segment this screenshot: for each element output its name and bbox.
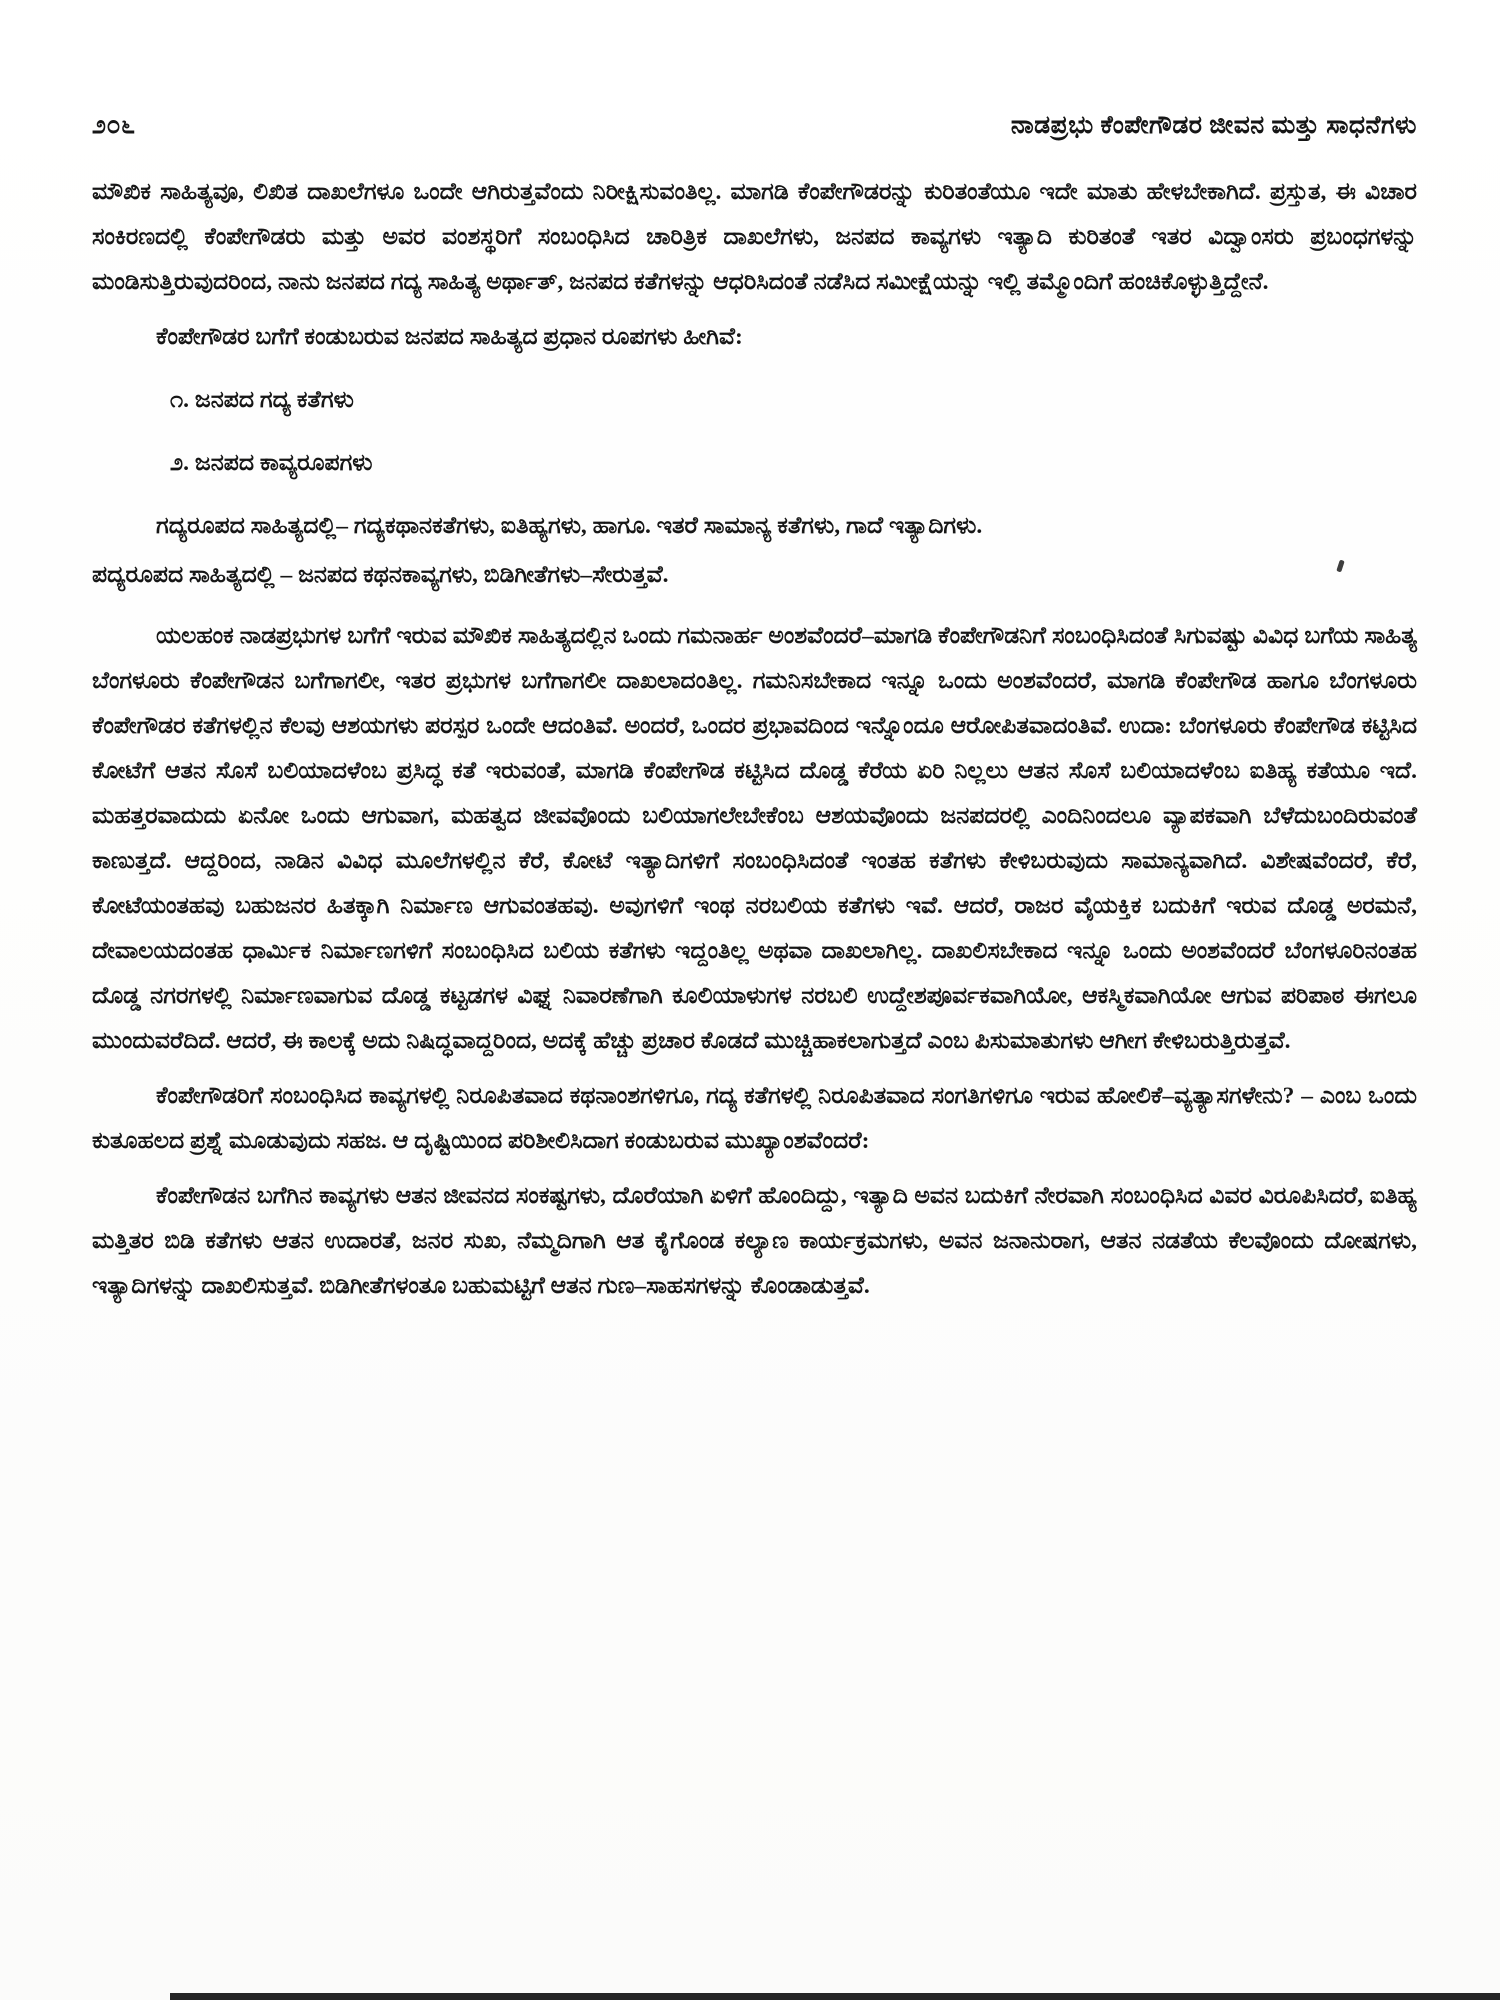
running-header-title: ನಾಡಪ್ರಭು ಕೆಂಪೇಗೌಡರ ಜೀವನ ಮತ್ತು ಸಾಧನೆಗಳು [1010, 112, 1417, 139]
paragraph-conclusion: ಕೆಂಪೇಗೌಡನ ಬಗೆಗಿನ ಕಾವ್ಯಗಳು ಆತನ ಜೀವನದ ಸಂಕಷ್ಟಗಳು, ದೊರೆಯಾಗಿ ಏಳಿಗೆ ಹೊಂದಿದ್ದು, ಇತ್ಯಾದಿ ಅವನ ಬದುಕಿಗೆ ನೇರವಾಗಿ ಸಂಬಂಧಿಸಿದ ವಿವರ ವಿರೂಪಿಸಿದರೆ, ಐತಿಹ್ಯ ಮತ್ತಿತರ ಬಿಡಿ ಕತೆಗಳು ಆತನ ಉದಾರತೆ, ಜನರ ಸುಖ, ನೆಮ್ಮದಿಗಾಗಿ ಆತ ಕೈಗೊಂಡ ಕಲ್ಯಾಣ ಕಾರ್ಯಕ್ರಮಗಳು, ಅವನ ಜನಾನುರಾಗ, ಆತನ ನಡತೆಯ ಕೆಲವೊಂದು ದೋಷಗಳು, ಇತ್ಯಾದಿಗಳನ್ನು ದಾಖಲಿಸುತ್ತವೆ. ಬಿಡಿಗೀತೆಗಳಂತೂ ಬಹುಮಟ್ಟಿಗೆ ಆತನ ಗುಣ–ಸಾಹಸಗಳನ್ನು ಕೊಂಡಾಡುತ್ತವೆ. [92, 1183, 1417, 1299]
page-body-text [92, 170, 1417, 1313]
paragraph-prose-forms: ಗದ್ಯರೂಪದ ಸಾಹಿತ್ಯದಲ್ಲಿ– ಗದ್ಯಕಥಾನಕತೆಗಳು, ಐತಿಹ್ಯಗಳು, ಹಾಗೂ. ಇತರೆ ಸಾಮಾನ್ಯ ಕತೆಗಳು, ಗಾದೆ ಇತ್ಯಾದಿಗಳು. [156, 513, 983, 539]
paragraph-folk-forms-intro: ಕೆಂಪೇಗೌಡರ ಬಗೆಗೆ ಕಂಡುಬರುವ ಜನಪದ ಸಾಹಿತ್ಯದ ಪ್ರಧಾನ ರೂಪಗಳು ಹೀಗಿವೆ: [156, 324, 743, 350]
scan-edge-artifact [170, 1993, 1500, 2000]
paragraph-intro: ಮೌಖಿಕ ಸಾಹಿತ್ಯವೂ, ಲಿಖಿತ ದಾಖಲೆಗಳೂ ಒಂದೇ ಆಗಿರುತ್ತವೆಂದು ನಿರೀಕ್ಷಿಸುವಂತಿಲ್ಲ. ಮಾಗಡಿ ಕೆಂಪೇಗೌಡರನ್ನು ಕುರಿತಂತೆಯೂ ಇದೇ ಮಾತು ಹೇಳಬೇಕಾಗಿದೆ. ಪ್ರಸ್ತುತ, ಈ ವಿಚಾರ ಸಂಕಿರಣದಲ್ಲಿ ಕೆಂಪೇಗೌಡರು ಮತ್ತು ಅವರ ವಂಶಸ್ಥರಿಗೆ ಸಂಬಂಧಿಸಿದ ಚಾರಿತ್ರಿಕ ದಾಖಲೆಗಳು, ಜನಪದ ಕಾವ್ಯಗಳು ಇತ್ಯಾದಿ ಕುರಿತಂತೆ ಇತರ ವಿದ್ವಾಂಸರು ಪ್ರಬಂಧಗಳನ್ನು ಮಂಡಿಸುತ್ತಿರುವುದರಿಂದ, ನಾನು ಜನಪದ ಗದ್ಯ ಸಾಹಿತ್ಯ ಅರ್ಥಾತ್, ಜನಪದ ಕತೆಗಳನ್ನು ಆಧರಿಸಿದಂತೆ ನಡೆಸಿದ ಸಮೀಕ್ಷೆಯನ್ನು ಇಲ್ಲಿ ತಮ್ಮೊಂದಿಗೆ ಹಂಚಿಕೊಳ್ಳುತ್ತಿದ್ದೇನೆ. [92, 179, 1417, 295]
list-item-prose-tales: ೧. ಜನಪದ ಗದ್ಯ ಕತೆಗಳು [170, 387, 354, 413]
page-number: ೨೦೬ [92, 112, 136, 139]
list-item-verse-forms: ೨. ಜನಪದ ಕಾವ್ಯರೂಪಗಳು [170, 450, 373, 476]
paragraph-comparison-question: ಕೆಂಪೇಗೌಡರಿಗೆ ಸಂಬಂಧಿಸಿದ ಕಾವ್ಯಗಳಲ್ಲಿ ನಿರೂಪಿತವಾದ ಕಥನಾಂಶಗಳಿಗೂ, ಗದ್ಯ ಕತೆಗಳಲ್ಲಿ ನಿರೂಪಿತವಾದ ಸಂಗತಿಗಳಿಗೂ ಇರುವ ಹೋಲಿಕೆ–ವ್ಯತ್ಯಾಸಗಳೇನು? – ಎಂಬ ಒಂದು ಕುತೂಹಲದ ಪ್ರಶ್ನೆ ಮೂಡುವುದು ಸಹಜ. ಆ ದೃಷ್ಟಿಯಿಂದ ಪರಿಶೀಲಿಸಿದಾಗ ಕಂಡುಬರುವ ಮುಖ್ಯಾಂಶವೆಂದರೆ: [92, 1083, 1417, 1154]
paragraph-verse-forms: ಪದ್ಯರೂಪದ ಸಾಹಿತ್ಯದಲ್ಲಿ – ಜನಪದ ಕಥನಕಾವ್ಯಗಳು, ಬಿಡಿಗೀತೆಗಳು–ಸೇರುತ್ತವೆ. [92, 562, 669, 588]
running-header [92, 112, 1417, 140]
paragraph-main-discussion: ಯಲಹಂಕ ನಾಡಪ್ರಭುಗಳ ಬಗೆಗೆ ಇರುವ ಮೌಖಿಕ ಸಾಹಿತ್ಯದಲ್ಲಿನ ಒಂದು ಗಮನಾರ್ಹ ಅಂಶವೆಂದರೆ–ಮಾಗಡಿ ಕೆಂಪೇಗೌಡನಿಗೆ ಸಂಬಂಧಿಸಿದಂತೆ ಸಿಗುವಷ್ಟು ವಿವಿಧ ಬಗೆಯ ಸಾಹಿತ್ಯ ಬೆಂಗಳೂರು ಕೆಂಪೇಗೌಡನ ಬಗೆಗಾಗಲೀ, ಇತರ ಪ್ರಭುಗಳ ಬಗೆಗಾಗಲೀ ದಾಖಲಾದಂತಿಲ್ಲ. ಗಮನಿಸಬೇಕಾದ ಇನ್ನೂ ಒಂದು ಅಂಶವೆಂದರೆ, ಮಾಗಡಿ ಕೆಂಪೇಗೌಡ ಹಾಗೂ ಬೆಂಗಳೂರು ಕೆಂಪೇಗೌಡರ ಕತೆಗಳಲ್ಲಿನ ಕೆಲವು ಆಶಯಗಳು ಪರಸ್ಪರ ಒಂದೇ ಆದಂತಿವೆ. ಅಂದರೆ, ಒಂದರ ಪ್ರಭಾವದಿಂದ ಇನ್ನೊಂದೂ ಆರೋಪಿತವಾದಂತಿವೆ. ಉದಾ: ಬೆಂಗಳೂರು ಕೆಂಪೇಗೌಡ ಕಟ್ಟಿಸಿದ ಕೋಟೆಗೆ ಆತನ ಸೊಸೆ ಬಲಿಯಾದಳೆಂಬ ಪ್ರಸಿದ್ಧ ಕತೆ ಇರುವಂತೆ, ಮಾಗಡಿ ಕೆಂಪೇಗೌಡ ಕಟ್ಟಿಸಿದ ದೊಡ್ಡ ಕೆರೆಯ ಏರಿ ನಿಲ್ಲಲು ಆತನ ಸೊಸೆ ಬಲಿಯಾದಳೆಂಬ ಐತಿಹ್ಯ ಕತೆಯೂ ಇದೆ. ಮಹತ್ತರವಾದುದು ಏನೋ ಒಂದು ಆಗುವಾಗ, ಮಹತ್ವದ ಜೀವವೊಂದು ಬಲಿಯಾಗಲೇಬೇಕೆಂಬ ಆಶಯವೊಂದು ಜನಪದರಲ್ಲಿ ಎಂದಿನಿಂದಲೂ ವ್ಯಾಪಕವಾಗಿ ಬೆಳೆದುಬಂದಿರುವಂತೆ ಕಾಣುತ್ತದೆ. ಆದ್ದರಿಂದ, ನಾಡಿನ ವಿವಿಧ ಮೂಲೆಗಳಲ್ಲಿನ ಕೆರೆ, ಕೋಟೆ ಇತ್ಯಾದಿಗಳಿಗೆ ಸಂಬಂಧಿಸಿದಂತೆ ಇಂತಹ ಕತೆಗಳು ಕೇಳಿಬರುವುದು ಸಾಮಾನ್ಯವಾಗಿದೆ. ವಿಶೇಷವೆಂದರೆ, ಕೆರೆ, ಕೋಟೆಯಂತಹವು ಬಹುಜನರ ಹಿತಕ್ಕಾಗಿ ನಿರ್ಮಾಣ ಆಗುವಂತಹವು. ಅವುಗಳಿಗೆ ಇಂಥ ನರಬಲಿಯ ಕತೆಗಳು ಇವೆ. ಆದರೆ, ರಾಜರ ವೈಯಕ್ತಿಕ ಬದುಕಿಗೆ ಇರುವ ದೊಡ್ಡ ಅರಮನೆ, ದೇವಾಲಯದಂತಹ ಧಾರ್ಮಿಕ ನಿರ್ಮಾಣಗಳಿಗೆ ಸಂಬಂಧಿಸಿದ ಬಲಿಯ ಕತೆಗಳು ಇದ್ದಂತಿಲ್ಲ ಅಥವಾ ದಾಖಲಾಗಿಲ್ಲ. ದಾಖಲಿಸಬೇಕಾದ ಇನ್ನೂ ಒಂದು ಅಂಶವೆಂದರೆ ಬೆಂಗಳೂರಿನಂತಹ ದೊಡ್ಡ ನಗರಗಳಲ್ಲಿ ನಿರ್ಮಾಣವಾಗುವ ದೊಡ್ಡ ಕಟ್ಟಡಗಳ ವಿಘ್ನ ನಿವಾರಣೆಗಾಗಿ ಕೂಲಿಯಾಳುಗಳ ನರಬಲಿ ಉದ್ದೇಶಪೂರ್ವಕವಾಗಿಯೋ, ಆಕಸ್ಮಿಕವಾಗಿಯೋ ಆಗುವ ಪರಿಪಾಠ ಈಗಲೂ ಮುಂದುವರೆದಿದೆ. ಆದರೆ, ಈ ಕಾಲಕ್ಕೆ ಅದು ನಿಷಿದ್ಧವಾದ್ದರಿಂದ, ಅದಕ್ಕೆ ಹೆಚ್ಚು ಪ್ರಚಾರ ಕೊಡದೆ ಮುಚ್ಚಿಹಾಕಲಾಗುತ್ತದೆ ಎಂಬ ಪಿಸುಮಾತುಗಳು ಆಗೀಗ ಕೇಳಿಬರುತ್ತಿರುತ್ತವೆ. [92, 623, 1417, 1054]
